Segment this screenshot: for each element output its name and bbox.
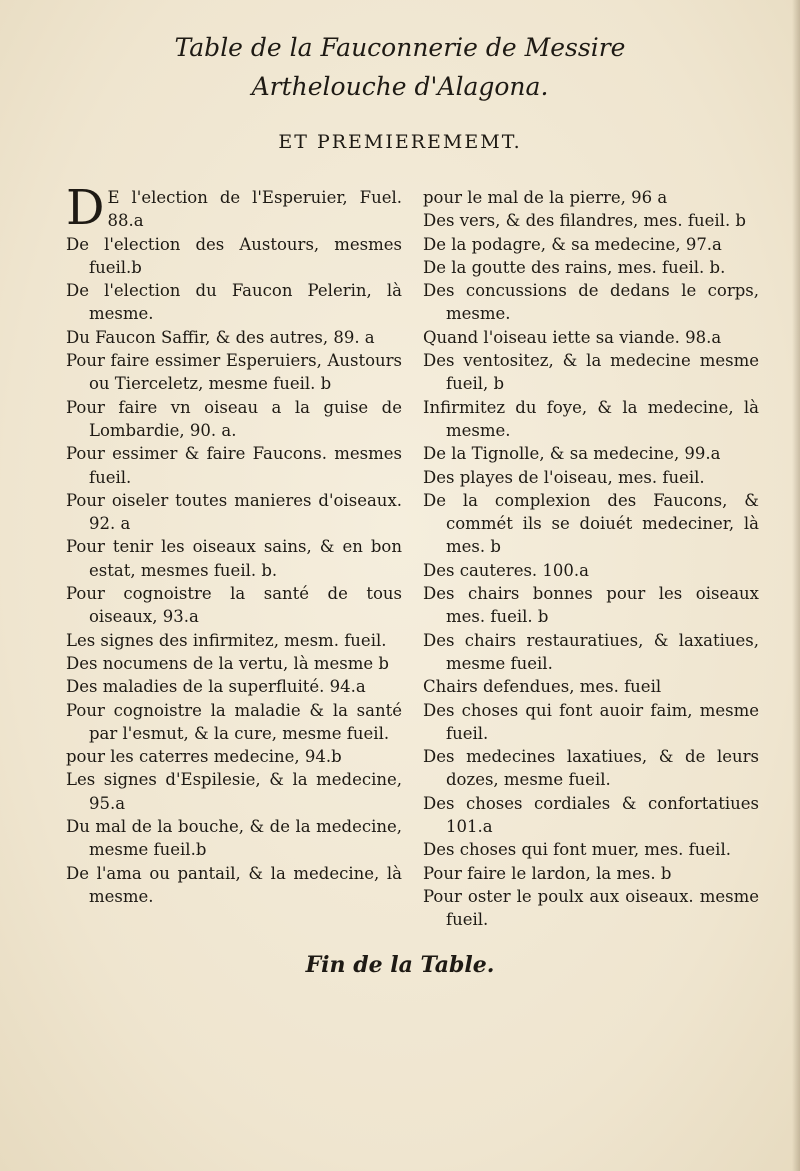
table-entry: Des playes de l'oiseau, mes. fueil. bbox=[423, 467, 705, 487]
table-entry: Pour faire le lardon, la mes. b bbox=[423, 863, 672, 883]
table-entry: De la goutte des rains, mes. fueil. b. bbox=[423, 257, 726, 277]
table-entry: Pour faire vn oiseau a la guise de Lombardie, 90. a. bbox=[66, 397, 402, 440]
table-entry: Des nocumens de la vertu, là mesme b bbox=[66, 653, 389, 673]
table-entry: Des concussions de dedans le corps, mesme. bbox=[423, 281, 759, 324]
table-entry: De l'election du Faucon Pelerin, là mesme. bbox=[66, 281, 402, 324]
table-entry: Pour oiseler toutes manieres d'oiseaux. 92. a bbox=[66, 490, 402, 534]
end-of-table: Fin de la Table. bbox=[305, 952, 495, 978]
table-entry: Des medecines laxatiues, & de leurs dozes, mesme fueil. bbox=[423, 747, 759, 790]
title-line-1: Table de la Fauconnerie de Messire bbox=[174, 33, 626, 62]
table-entry: Infirmitez du foye, & la medecine, là mesme. bbox=[423, 397, 759, 440]
table-entry: pour les caterres medecine, 94.b bbox=[66, 747, 342, 767]
table-entry: Des chairs restauratiues, & laxatiues, mesme fueil. bbox=[423, 630, 759, 673]
table-entry: De la Tignolle, & sa medecine, 99.a bbox=[423, 444, 721, 464]
table-entry: De la complexion des Faucons, & commét ils se doiuét medeciner, là mes. b bbox=[423, 490, 759, 557]
table-entry: Des choses cordiales & confortatiues 101.a bbox=[423, 793, 759, 837]
table-entry: Pour tenir les oiseaux sains, & en bon estat, mesmes fueil. b. bbox=[66, 537, 402, 580]
table-entry: Pour cognoistre la maladie & la santé par l'esmut, & la cure, mesme fueil. bbox=[66, 700, 402, 743]
table-entry: De l'ama ou pantail, & la medecine, là mesme. bbox=[66, 863, 402, 906]
table-entry: Les signes d'Espilesie, & la medecine, 95.a bbox=[66, 770, 402, 813]
table-entry-first bbox=[66, 180, 402, 236]
table-entry: De l'election des Austours, mesmes fueil.b bbox=[66, 234, 402, 277]
title-line-2: Arthelouche d'Alagona. bbox=[251, 72, 549, 101]
section-heading: ET PREMIEREMEMT. bbox=[278, 131, 522, 153]
table-entry: Du mal de la bouche, & de la medecine, mesme fueil.b bbox=[66, 817, 402, 860]
table-entry: pour le mal de la pierre, 96 a bbox=[423, 188, 668, 207]
table-entry: Les signes des infirmitez, mesm. fueil. bbox=[66, 630, 387, 650]
table-entry: Des choses qui font auoir faim, mesme fueil. bbox=[423, 700, 759, 743]
table-entry: Du Faucon Saffir, & des autres, 89. a bbox=[66, 327, 375, 347]
table-entry: Des vers, & des filandres, mes. fueil. b bbox=[423, 211, 746, 231]
first-entry-text: E l'election de l'Esperuier, Fuel. 88.a bbox=[107, 188, 402, 231]
table-entry: Pour essimer & faire Faucons. mesmes fueil. bbox=[66, 444, 402, 487]
table-entry: De la podagre, & sa medecine, 97.a bbox=[423, 234, 722, 254]
table-entry: Des maladies de la superfluité. 94.a bbox=[66, 677, 366, 697]
table-entry: Pour cognoistre la santé de tous oiseaux, 93.a bbox=[66, 584, 402, 627]
table-entry: Des chairs bonnes pour les oiseaux mes. fueil. b bbox=[423, 584, 759, 627]
page-title bbox=[0, 28, 800, 106]
table-entry: Chairs defendues, mes. fueil bbox=[423, 677, 662, 697]
table-entry: Pour faire essimer Esperuiers, Austours ou Tierceletz, mesme fueil. b bbox=[66, 351, 402, 394]
table-entry: Des cauteres. 100.a bbox=[423, 560, 589, 580]
table-entry: Des choses qui font muer, mes. fueil. bbox=[423, 840, 731, 860]
right-column bbox=[423, 186, 759, 932]
table-entry: Des ventositez, & la medecine mesme fueil, b bbox=[423, 351, 759, 394]
drop-cap: D bbox=[66, 180, 105, 236]
left-column bbox=[66, 180, 402, 908]
table-entry: Quand l'oiseau iette sa viande. 98.a bbox=[423, 327, 722, 347]
table-entry: Pour oster le poulx aux oiseaux. mesme fueil. bbox=[423, 886, 759, 930]
